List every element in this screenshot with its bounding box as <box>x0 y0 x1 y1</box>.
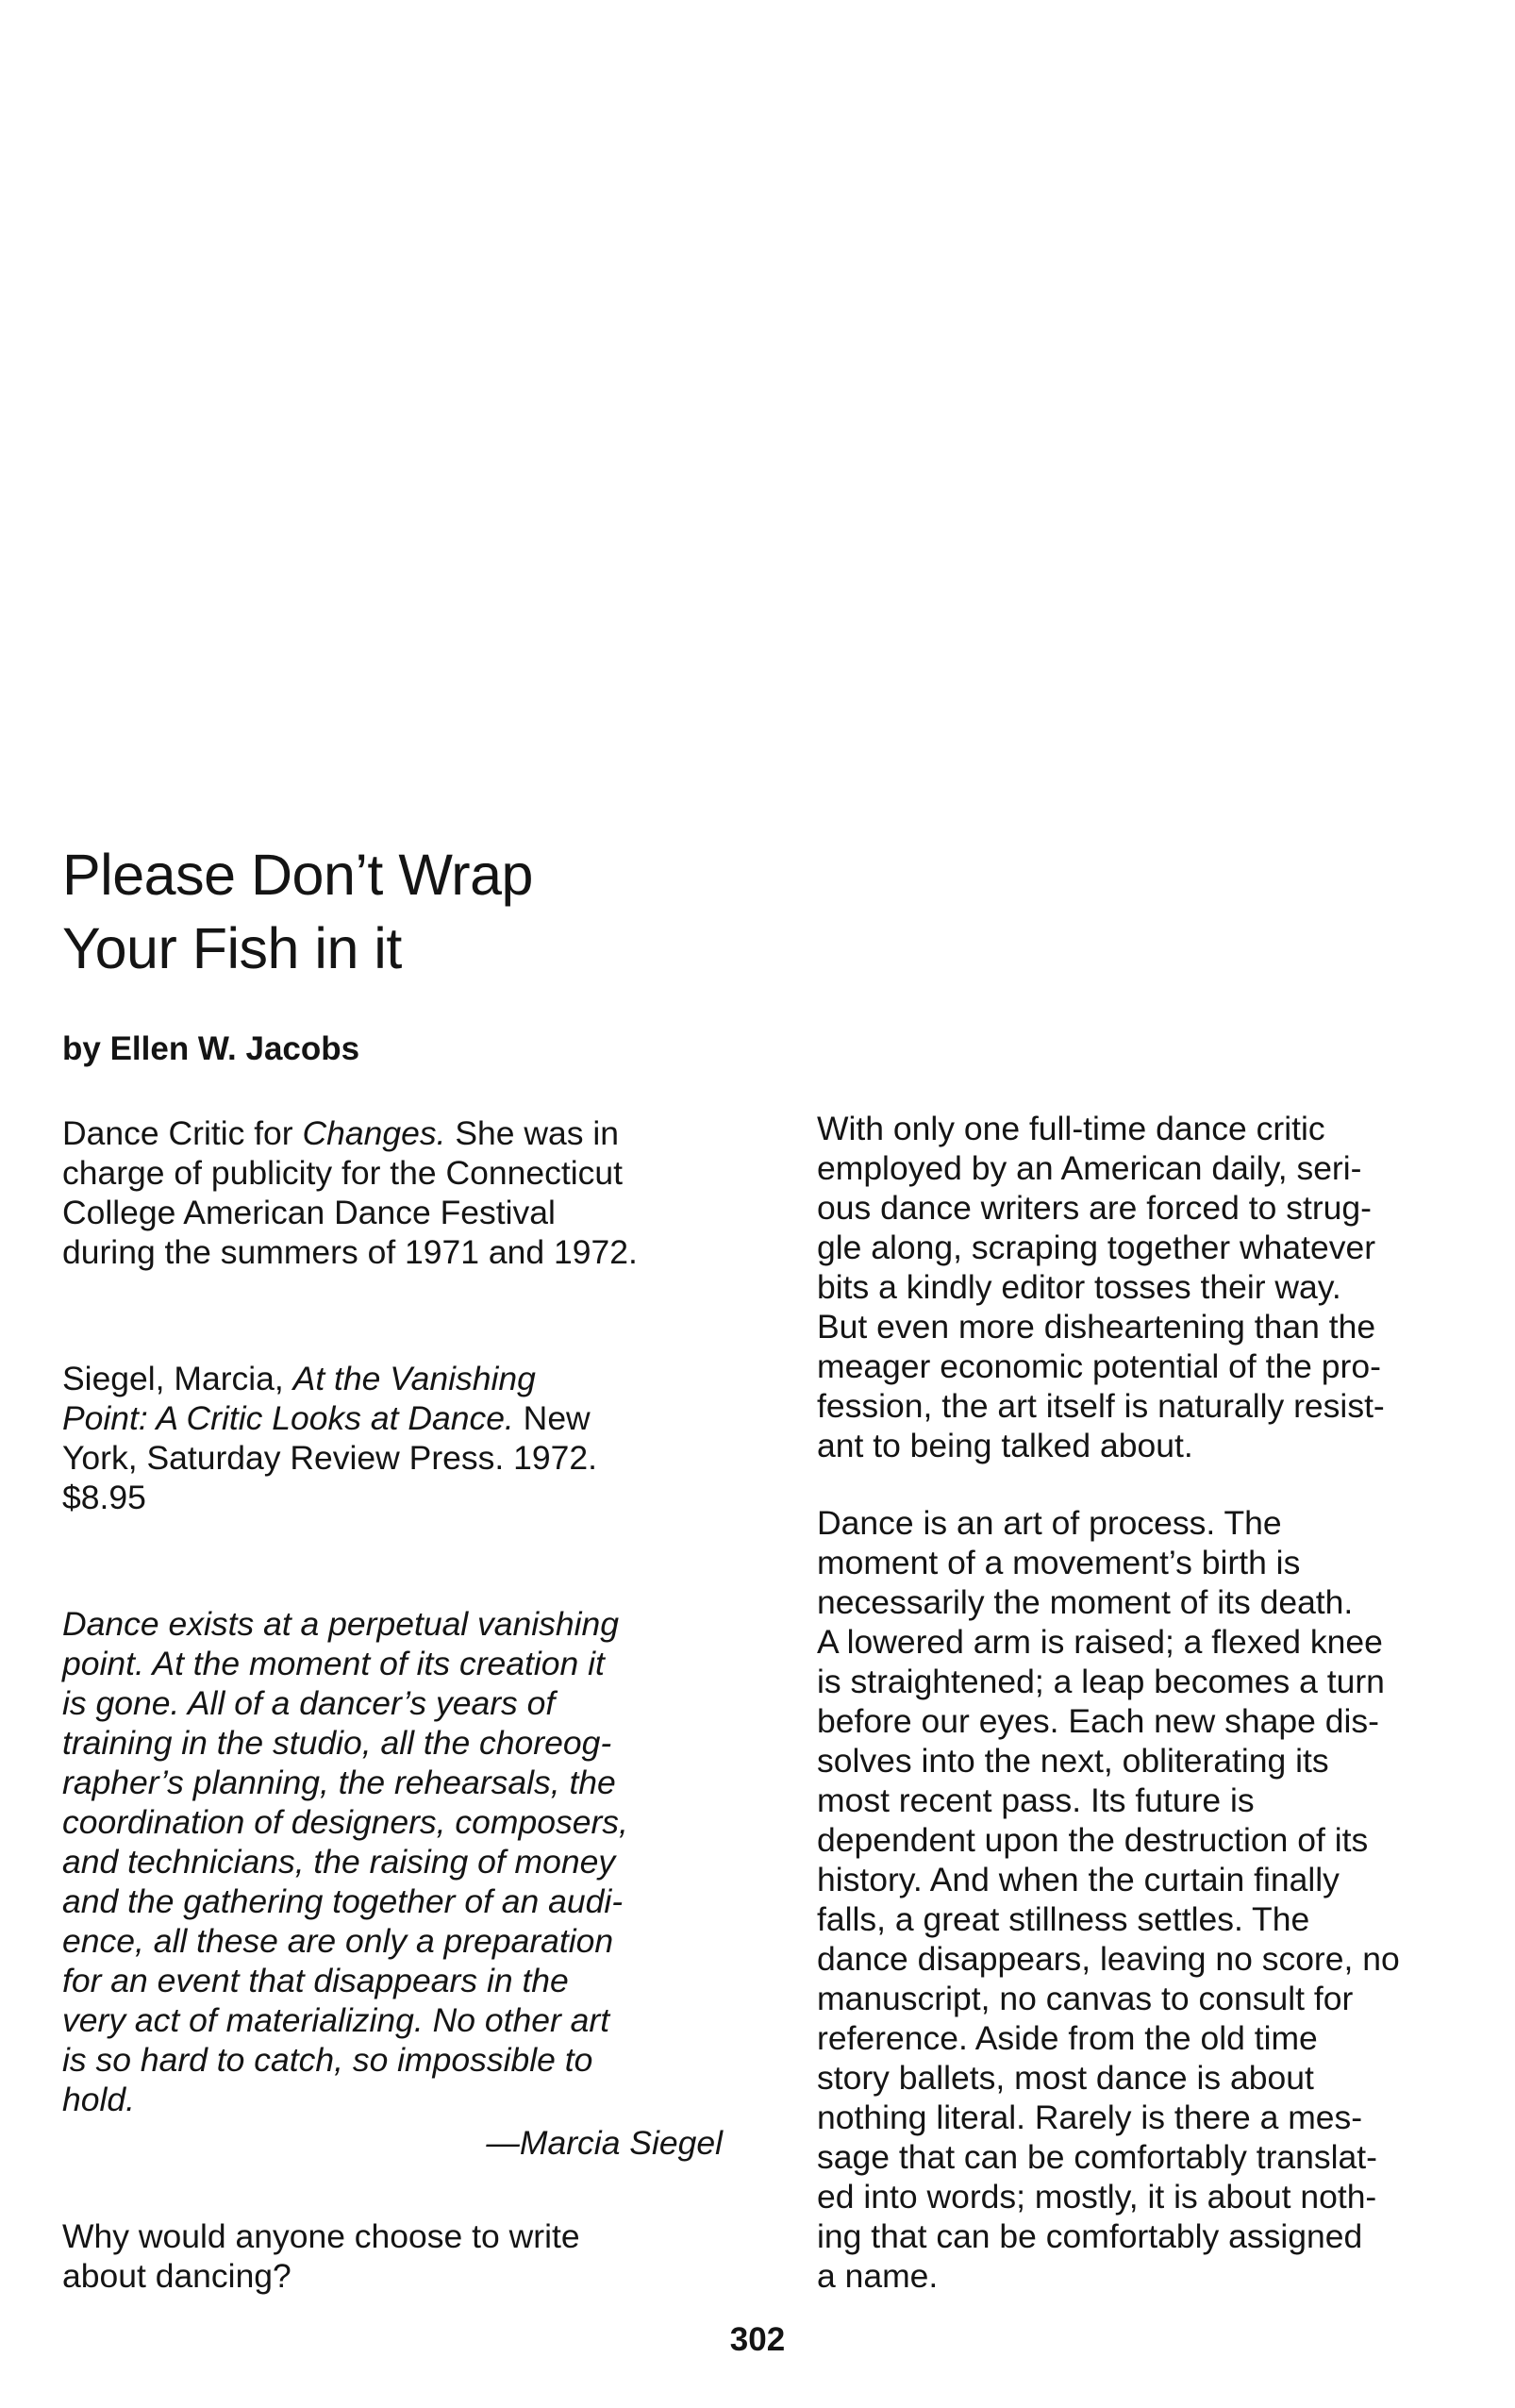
quote-line: and technicians, the raising of money <box>62 1843 616 1881</box>
quote-line: very act of materializing. No other art <box>62 2001 610 2039</box>
opening-question <box>62 2216 741 2296</box>
book-title: Point: A Critic Looks at Dance. <box>62 1399 514 1437</box>
paragraph-line: nothing literal. Rarely is there a mes- <box>817 2099 1363 2136</box>
body-paragraph-1 <box>817 1109 1506 1465</box>
citation-price: $8.95 <box>62 1479 146 1516</box>
bio-line <box>62 1113 741 1153</box>
title-line-2: Your Fish in it <box>62 916 402 980</box>
paragraph-line: bits a kindly editor tosses their way. <box>817 1268 1341 1306</box>
quote-line: for an event that disappears in the <box>62 1962 569 1999</box>
bio-line: during the summers of 1971 and 1972. <box>62 1233 638 1271</box>
quote-line: coordination of designers, composers, <box>62 1803 628 1841</box>
paragraph-line: moment of a movement’s birth is <box>817 1544 1301 1581</box>
quote-line: training in the studio, all the choreog- <box>62 1724 612 1762</box>
quote-attribution: —Marcia Siegel <box>486 2124 723 2162</box>
paragraph-line: falls, a great stillness settles. The <box>817 1900 1310 1938</box>
quote-line: ence, all these are only a preparation <box>62 1922 614 1960</box>
quote-line: and the gathering together of an audi- <box>62 1882 624 1920</box>
quote-line: hold. <box>62 2081 135 2118</box>
quote-line: Dance exists at a perpetual vanishing <box>62 1605 620 1643</box>
paragraph-line: necessarily the moment of its death. <box>817 1583 1354 1621</box>
paragraph-line: ing that can be comfortably assigned <box>817 2217 1363 2255</box>
citation-line <box>62 1359 741 1398</box>
paragraph-line: is straightened; a leap becomes a turn <box>817 1663 1385 1700</box>
page-number: 302 <box>729 2321 786 2358</box>
quote-line: is gone. All of a dancer’s years of <box>62 1684 556 1722</box>
paragraph-line: ant to being talked about. <box>817 1427 1193 1464</box>
book-citation <box>62 1359 741 1517</box>
paragraph-line: most recent pass. Its future is <box>817 1781 1255 1819</box>
paragraph-line: ous dance writers are forced to strug- <box>817 1189 1372 1227</box>
book-title: At the Vanishing <box>292 1360 536 1397</box>
paragraph-line: dance disappears, leaving no score, no <box>817 1940 1400 1978</box>
paragraph-line: dependent upon the destruction of its <box>817 1821 1369 1859</box>
paragraph-line: gle along, scraping together whatever <box>817 1229 1376 1266</box>
author-bio <box>62 1113 741 1272</box>
citation-line <box>62 1398 741 1438</box>
paragraph-line: But even more disheartening than the <box>817 1308 1376 1346</box>
bio-line: College American Dance Festival <box>62 1194 556 1231</box>
paragraph-line: manuscript, no canvas to consult for <box>817 1980 1354 2017</box>
paragraph-line: employed by an American daily, seri- <box>817 1149 1362 1187</box>
paragraph-line: story ballets, most dance is about <box>817 2059 1314 2097</box>
title-line-1: Please Don’t Wrap <box>62 843 533 907</box>
paragraph-line: solves into the next, obliterating its <box>817 1742 1329 1780</box>
paragraph-line: a name. <box>817 2257 939 2295</box>
bio-text: She was in <box>445 1114 619 1152</box>
question-line: Why would anyone choose to write <box>62 2217 580 2255</box>
paragraph-line: meager economic potential of the pro- <box>817 1347 1381 1385</box>
body-paragraph-2 <box>817 1503 1506 2296</box>
question-line: about dancing? <box>62 2257 291 2295</box>
publication-name: Changes. <box>302 1114 446 1152</box>
paragraph-line: With only one full-time dance critic <box>817 1110 1325 1147</box>
paragraph-line: reference. Aside from the old time <box>817 2019 1318 2057</box>
paragraph-line: Dance is an art of process. The <box>817 1504 1282 1542</box>
quote-line: point. At the moment of its creation it <box>62 1645 605 1682</box>
bio-line: charge of publicity for the Connecticut <box>62 1154 623 1192</box>
quote-line: is so hard to catch, so impossible to <box>62 2041 593 2079</box>
paragraph-line: fession, the art itself is naturally resist- <box>817 1387 1385 1425</box>
citation-author: Siegel, Marcia, <box>62 1360 293 1397</box>
article-title <box>62 838 817 985</box>
paragraph-line: A lowered arm is raised; a flexed knee <box>817 1623 1383 1661</box>
paragraph-line: history. And when the curtain finally <box>817 1861 1340 1898</box>
quote-line: rapher’s planning, the rehearsals, the <box>62 1764 616 1801</box>
byline: by Ellen W. Jacobs <box>62 1030 360 1067</box>
epigraph-quote <box>62 1604 741 2119</box>
bio-text: Dance Critic for <box>62 1114 303 1152</box>
citation-text: New <box>513 1399 591 1437</box>
citation-line: York, Saturday Review Press. 1972. <box>62 1439 597 1477</box>
paragraph-line: sage that can be comfortably translat- <box>817 2138 1377 2176</box>
paragraph-line: ed into words; mostly, it is about noth- <box>817 2178 1377 2216</box>
paragraph-line: before our eyes. Each new shape dis- <box>817 1702 1379 1740</box>
